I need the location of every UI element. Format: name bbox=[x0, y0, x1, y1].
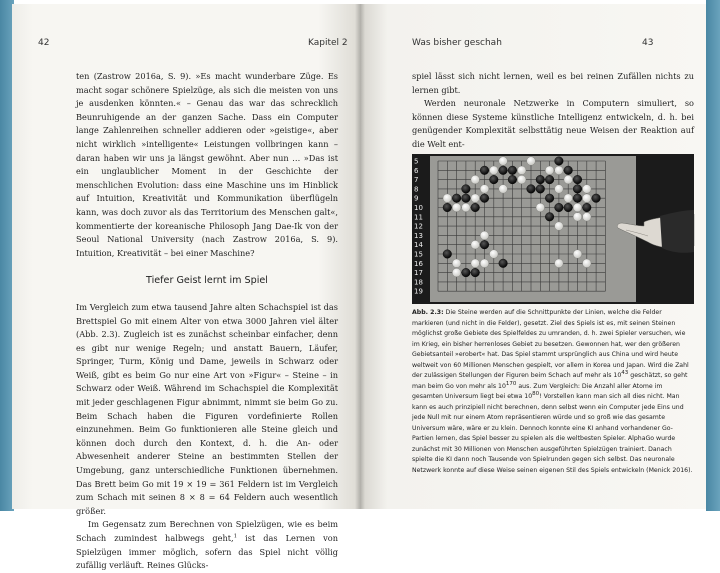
black-stone bbox=[536, 175, 545, 184]
black-stone bbox=[583, 203, 592, 212]
row-label: 13 bbox=[414, 231, 423, 240]
page-number-left: 42 bbox=[38, 38, 50, 48]
footnote-marker[interactable]: 1 bbox=[233, 533, 238, 540]
go-board bbox=[430, 156, 636, 302]
black-stone bbox=[452, 194, 461, 203]
white-stone bbox=[555, 185, 564, 194]
black-stone bbox=[443, 250, 452, 259]
white-stone bbox=[583, 259, 592, 268]
sleeve-shape bbox=[660, 210, 694, 253]
row-label: 11 bbox=[414, 213, 423, 222]
white-stone bbox=[490, 166, 499, 175]
paragraph-gluecksspiel: spiel lässt sich nicht lernen, weil es bei reinen Zufällen nichts zu lernen gibt. bbox=[412, 71, 694, 95]
white-stone bbox=[583, 213, 592, 222]
white-stone bbox=[452, 268, 461, 277]
black-stone bbox=[499, 259, 508, 268]
black-stone bbox=[490, 175, 499, 184]
black-stone bbox=[443, 203, 452, 212]
right-page-body bbox=[412, 70, 694, 152]
black-stone bbox=[555, 203, 564, 212]
black-stone bbox=[536, 185, 545, 194]
black-stone bbox=[508, 166, 517, 175]
white-stone bbox=[452, 259, 461, 268]
white-stone bbox=[471, 259, 480, 268]
book-gutter bbox=[355, 4, 365, 509]
figure-caption: Abb. 2.3: Die Steine werden auf die Schnittpunkte der Linien, welche die Felder markieren (und nicht in die Felder), gesetzt. Ziel des Spiels ist es, mit seinen Steinen möglichst große Gebiete des Spielfeldes zu umranden, d. h. zwei Spieler versuchen, wie im Krieg, ein bisher herrenloses Gebiet zu besetzen. Gewonnen hat, wer den größeren Gebietsanteil »erobert« hat. Das Spiel stammt ursprünglich aus China und wird heute weltweit von 60 Millionen Menschen gespielt, vor allem in Korea und Japan. Wird die Zahl der zulässigen Stellungen der Figuren beim Schach auf mehr als $10^{43}$ geschätzt, so geht man beim Go von mehr als $10^{170}$ aus. Zum Vergleich: Die Anzahl aller Atome im gesamten Universum liegt bei etwa $10^{80}$! Vorstellen kann man sich all dies nicht. Man kann es auch prinzipiell nicht berechnen, denn selbst wenn ein Computer jede Eins und jede Null mit nur einem Atom repräsentieren würde und so groß wie das gesamte Universum wäre, wäre er zu klein. Dennoch konnte eine KI anhand vorhandener Go-Partien lernen, das Spiel besser zu spielen als die weltbesten Spieler. AlphaGo wurde zunächst mit 30 Millionen von Menschen ausgeführten Spielzügen trainiert. Danach spielte die KI dann noch Tausende von Spielrunden gegen sich selbst. Das neuronale Netzwerk konnte auf diese Weise seinen eigenen Stil des Spiels entwickeln (Menick 2016). bbox=[412, 309, 693, 474]
white-stone bbox=[564, 194, 573, 203]
white-stone bbox=[517, 175, 526, 184]
black-stone bbox=[564, 166, 573, 175]
black-stone bbox=[564, 203, 573, 212]
white-stone bbox=[573, 250, 582, 259]
black-stone bbox=[545, 213, 554, 222]
section-heading: Tiefer Geist lernt im Spiel bbox=[146, 275, 268, 287]
row-label: 9 bbox=[414, 194, 419, 203]
white-stone bbox=[480, 185, 489, 194]
black-stone bbox=[471, 268, 480, 277]
black-stone bbox=[480, 194, 489, 203]
left-page bbox=[12, 4, 360, 571]
white-stone bbox=[583, 194, 592, 203]
black-stone bbox=[462, 194, 471, 203]
black-stone bbox=[592, 194, 601, 203]
black-stone bbox=[545, 194, 554, 203]
white-stone bbox=[480, 259, 489, 268]
black-stone bbox=[573, 194, 582, 203]
white-stone bbox=[499, 157, 508, 166]
running-head-right: Was bisher geschah bbox=[412, 38, 502, 48]
left-page-body bbox=[76, 70, 338, 573]
row-label: 8 bbox=[414, 185, 419, 194]
book-cover-edge-right bbox=[706, 0, 720, 511]
row-label: 16 bbox=[414, 259, 423, 268]
white-stone bbox=[555, 259, 564, 268]
row-label: 10 bbox=[414, 204, 423, 212]
caption-label: Abb. 2.3: bbox=[412, 309, 444, 316]
white-stone bbox=[490, 250, 499, 259]
white-stone bbox=[471, 175, 480, 184]
row-label: 19 bbox=[414, 287, 423, 296]
white-stone bbox=[573, 203, 582, 212]
white-stone bbox=[480, 231, 489, 240]
row-label: 5 bbox=[414, 157, 419, 166]
page-number-right: 43 bbox=[642, 38, 654, 48]
black-stone bbox=[462, 185, 471, 194]
white-stone bbox=[443, 194, 452, 203]
black-stone bbox=[573, 175, 582, 184]
row-label: 14 bbox=[414, 241, 423, 250]
white-stone bbox=[499, 185, 508, 194]
black-stone bbox=[462, 268, 471, 277]
white-stone bbox=[471, 240, 480, 249]
paragraph-continuation: ten (Zastrow 2016a, S. 9). »Es macht wunderbare Züge. Es macht sogar schönere Spielzüge, als sich die meisten von uns je ausdenken könnten.« – Genau das war das schrecklich Beunruhigende an der ganzen Sache. Dass ein Computer lange Zahlenreihen schneller addieren oder »geistige«, aber nicht wirklich »intelligente« Leistungen vollbringen kann – daran haben wir uns ja längst gewöhnt. Aber nun … »Das ist ein unglaublicher Moment in der Geschichte der menschlichen Evolution: dass eine Maschine uns im Hinblick auf Intuition, Kreativität und Kommunikation überflügeln kann, was doch zuvor als das Territorium des Menschen galt«, kommentierte der koreanische Philosoph Jang Dae-Ik von der Seoul National University (nach Zastrow 2016a, S. 9). Intuition, Kreativität – bei einer Maschine? bbox=[76, 71, 338, 258]
go-board-photo bbox=[412, 154, 694, 304]
row-label: 18 bbox=[414, 278, 423, 287]
white-stone bbox=[517, 166, 526, 175]
right-page bbox=[360, 4, 706, 509]
row-label: 6 bbox=[414, 166, 419, 175]
black-stone bbox=[480, 166, 489, 175]
running-head-left: Kapitel 2 bbox=[308, 38, 348, 48]
white-stone bbox=[555, 222, 564, 231]
black-stone bbox=[480, 240, 489, 249]
black-stone bbox=[499, 166, 508, 175]
white-stone bbox=[462, 203, 471, 212]
paragraph-neural-networks: Werden neuronale Netzwerke in Computern simuliert, so können diese Systeme künstliche Intelligenz entwickeln, d. h. bei genügender Komplexität selbsttätig neue Weisen der Reaktion auf die Welt ent- bbox=[412, 98, 694, 149]
black-stone bbox=[545, 175, 554, 184]
row-label: 15 bbox=[414, 250, 423, 259]
white-stone bbox=[545, 166, 554, 175]
white-stone bbox=[573, 213, 582, 222]
paragraph-learning-moves: Im Gegensatz zum Berechnen von Spielzügen, wie es beim Schach zumindest halbwegs geht,$^1$ ist das Lernen von Spielzügen immer möglich, sofern das Spiel nicht völlig zufällig verläuft. Reines Glücks- bbox=[76, 519, 339, 571]
white-stone bbox=[583, 185, 592, 194]
row-label: 7 bbox=[414, 176, 419, 185]
black-stone bbox=[555, 157, 564, 166]
white-stone bbox=[452, 203, 461, 212]
black-stone bbox=[573, 185, 582, 194]
row-label: 17 bbox=[414, 269, 423, 278]
white-stone bbox=[555, 166, 564, 175]
black-stone bbox=[471, 203, 480, 212]
white-stone bbox=[471, 194, 480, 203]
paragraph-go-history: Im Vergleich zum etwa tausend Jahre alten Schachspiel ist das Brettspiel Go mit einem Alter von etwa 3000 Jahren viel älter (Abb. 2.3). Zugleich ist es zunächst scheinbar einfacher, denn es gibt nur wenige Regeln; und anstatt Bauern, Läufer, Springer, Turm, König und Dame, jeweils in Schwarz oder Weiß, gibt es beim Go nur eine Art von »Figur« – Steine – in Schwarz oder Weiß. Während im Schachspiel die Komplexität mit jeder geschlagenen Figur abnimmt, nimmt sie beim Go zu. Beim Schach haben die Figuren vordefinierte Rollen einzunehmen. Beim Go funktionieren alle Steine gleich und können doch durch den Kontext, d. h. die An- oder Abwesenheit anderer Steine an bestimmten Stellen der Umgebung, ganz unterschiedliche Funktionen übernehmen. Das Brett beim Go mit 19 × 19 = 361 Feldern ist im Vergleich zum Schach mit seinen 8 × 8 = 64 Feldern auch wesentlich größer. bbox=[76, 301, 338, 516]
black-stone bbox=[527, 185, 536, 194]
white-stone bbox=[527, 157, 536, 166]
white-stone bbox=[564, 175, 573, 184]
row-label: 12 bbox=[414, 222, 423, 231]
black-stone bbox=[508, 175, 517, 184]
white-stone bbox=[536, 203, 545, 212]
